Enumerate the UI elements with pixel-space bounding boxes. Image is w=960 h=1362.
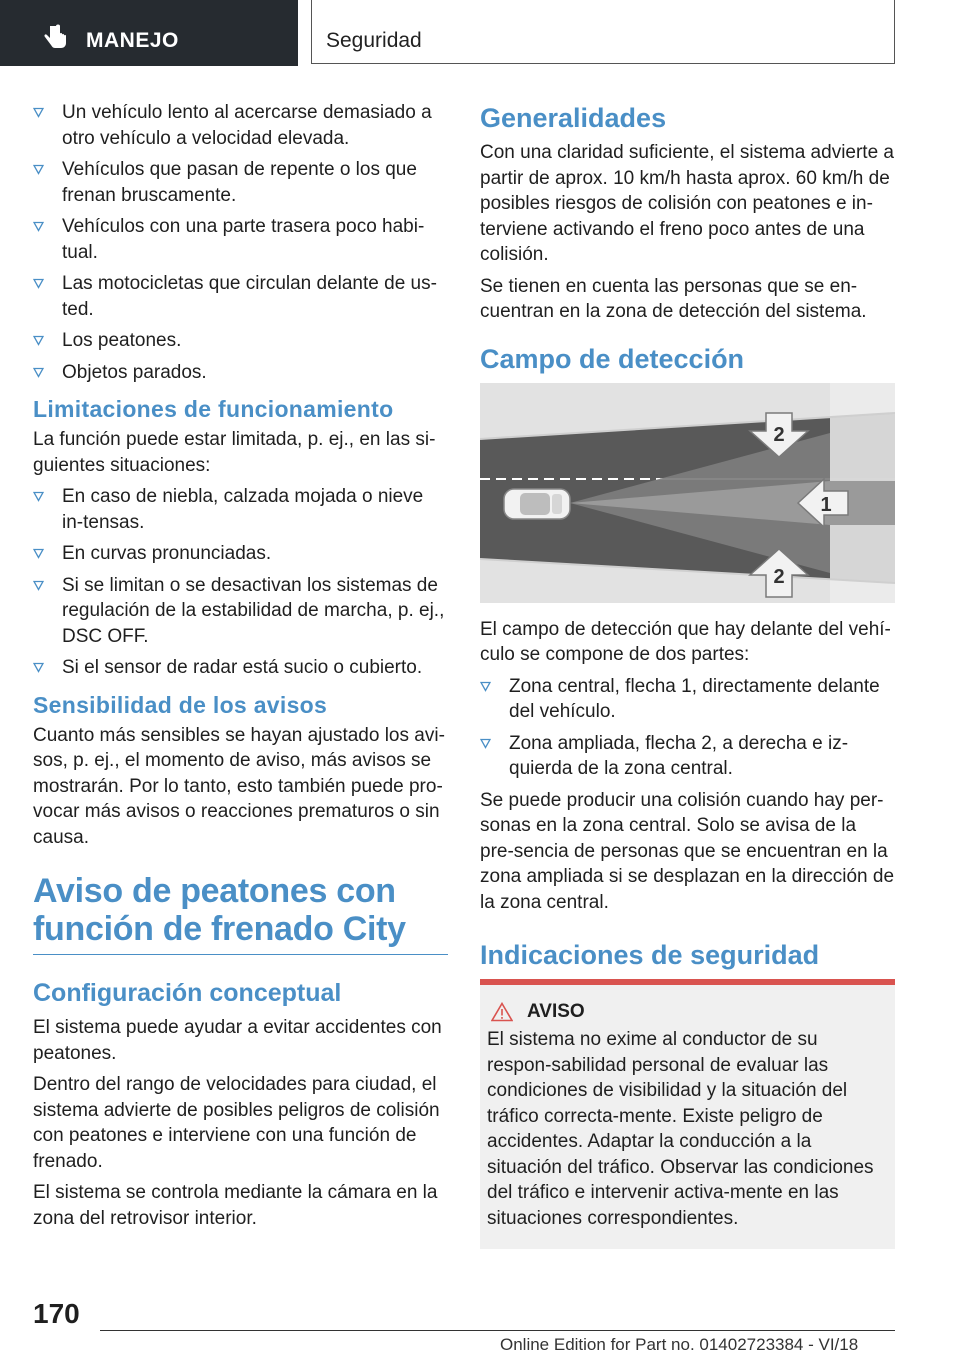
detection-text: El campo de detección que hay delante del vehí‐culo se compone de dos partes: xyxy=(480,618,891,665)
detection-list xyxy=(480,674,895,782)
triangle-bullet-icon xyxy=(480,681,491,692)
warning-box xyxy=(480,979,895,1249)
chapter-tab-label: MANEJO xyxy=(86,29,179,52)
hand-pointer-icon xyxy=(42,24,68,50)
sensitivity-heading: Sensibilidad de los avisos xyxy=(33,691,328,718)
list-item: Un vehículo lento al acercarse demasiado a otro vehículo a velocidad elevada. xyxy=(33,100,448,151)
warning-text: El sistema no exime al conductor de su respon‐sabilidad personal de evaluar las condiciones de visibilidad y la situación del tráfico correcta‐mente. Existe peligro de accidentes. Adaptar la conducción a la situación del tráfico. Observar las condiciones del tráfico e intervenir activa‐mente en las situaciones correspondientes. xyxy=(487,1029,874,1229)
concept-paragraph: Dentro del rango de velocidades para ciudad, el sistema advierte de posibles peligros de colisión con peatones e interviene con una función de frenado. xyxy=(33,1074,440,1172)
right-column xyxy=(480,100,895,1249)
list-item: Zona central, flecha 1, directamente delante del vehículo. xyxy=(480,674,895,725)
list-item: Objetos parados. xyxy=(33,360,448,386)
list-item: Zona ampliada, flecha 2, a derecha e iz‐quierda de la zona central. xyxy=(480,731,895,782)
section-header xyxy=(311,0,895,64)
list-item: Los peatones. xyxy=(33,328,448,354)
list-item: En caso de niebla, calzada mojada o nieve in‐tensas. xyxy=(33,484,448,535)
general-heading: Generalidades xyxy=(480,103,667,133)
chapter-title: Aviso de peatones con función de frenado City xyxy=(33,872,448,955)
concept-paragraph: El sistema se controla mediante la cámara en la zona del retrovisor interior. xyxy=(33,1182,438,1229)
general-paragraph: Con una claridad suficiente, el sistema advierte a partir de aprox. 10 km/h hasta aprox. 60 km/h de posibles riesgos de colisión con peatones e in‐terviene activando el freno poco antes de una colisión. xyxy=(480,142,895,265)
footer-rule xyxy=(100,1330,895,1331)
triangle-bullet-icon xyxy=(33,491,44,502)
limitations-list xyxy=(33,484,448,681)
list-item: Vehículos con una parte trasera poco habi‐tual. xyxy=(33,214,448,265)
triangle-bullet-icon xyxy=(33,335,44,346)
arrow-top-label: 2 xyxy=(773,423,785,446)
chapter-tab xyxy=(0,0,298,66)
arrow-bottom-label: 2 xyxy=(773,565,785,588)
page-number: 170 xyxy=(33,1298,80,1329)
safety-heading: Indicaciones de seguridad xyxy=(480,940,820,970)
limitations-heading: Limitaciones de funcionamiento xyxy=(33,396,394,422)
warning-label: AVISO xyxy=(527,1001,585,1022)
car xyxy=(504,489,570,519)
concept-heading: Configuración conceptual xyxy=(33,979,342,1007)
triangle-bullet-icon xyxy=(33,580,44,591)
section-header-label: Seguridad xyxy=(326,29,422,52)
triangle-bullet-icon xyxy=(33,221,44,232)
warning-title xyxy=(487,1001,887,1023)
intro-list xyxy=(33,100,448,385)
triangle-bullet-icon xyxy=(33,278,44,289)
triangle-bullet-icon xyxy=(33,548,44,559)
edition-text: Online Edition for Part no. 01402723384 - VI/18 xyxy=(500,1335,859,1354)
detection-after-text: Se puede producir una colisión cuando hay per‐sonas en la zona central. Solo se avisa de la pre‐sencia de personas que se encuentran en la zona ampliada si se desplazan en la dirección de la zona central. xyxy=(480,789,895,913)
triangle-bullet-icon xyxy=(33,164,44,175)
arrow-center-label: 1 xyxy=(820,493,832,516)
triangle-bullet-icon xyxy=(480,738,491,749)
triangle-bullet-icon xyxy=(33,367,44,378)
warning-triangle-icon xyxy=(491,1002,513,1022)
sensitivity-text: Cuanto más sensibles se hayan ajustado los avi‐sos, p. ej., el momento de aviso, más avisos se mostrarán. Por lo tanto, esto también puede pro‐vocar más avisos o reacciones prematuros o sin causa. xyxy=(33,724,445,848)
left-column xyxy=(33,100,448,1237)
list-item: Las motocicletas que circulan delante de us‐ted. xyxy=(33,271,448,322)
list-item: Si se limitan o se desactivan los sistemas de regulación de la estabilidad de marcha, p. ej., DSC OFF. xyxy=(33,573,448,650)
triangle-bullet-icon xyxy=(33,107,44,118)
limitations-text: La función puede estar limitada, p. ej., en las si‐guientes situaciones: xyxy=(33,429,436,476)
concept-paragraph: El sistema puede ayudar a evitar accidentes con peatones. xyxy=(33,1017,442,1064)
general-paragraph: Se tienen en cuenta las personas que se en‐cuentran en la zona de detección del sistema. xyxy=(480,275,867,322)
list-item: Vehículos que pasan de repente o los que frenan bruscamente. xyxy=(33,157,448,208)
triangle-bullet-icon xyxy=(33,662,44,673)
list-item: En curvas pronunciadas. xyxy=(33,541,448,567)
list-item: Si el sensor de radar está sucio o cubierto. xyxy=(33,655,448,681)
detection-field-diagram xyxy=(480,383,895,603)
detection-heading: Campo de detección xyxy=(480,343,745,374)
